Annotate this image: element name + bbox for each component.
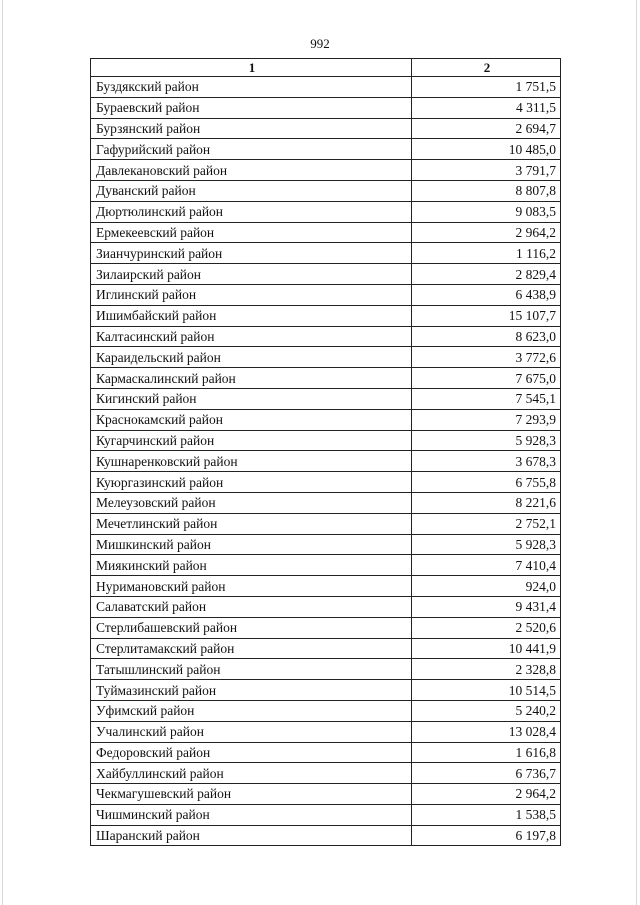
table-row bbox=[91, 617, 561, 638]
table-row bbox=[91, 638, 561, 659]
table-row bbox=[91, 305, 561, 326]
district-name: Уфимский район bbox=[91, 700, 412, 721]
district-name: Дуванский район bbox=[91, 180, 412, 201]
district-name: Кармаскалинский район bbox=[91, 368, 412, 389]
district-value: 5 928,3 bbox=[412, 534, 561, 555]
table-row bbox=[91, 180, 561, 201]
table-row bbox=[91, 160, 561, 181]
district-value: 2 520,6 bbox=[412, 617, 561, 638]
district-name: Гафурийский район bbox=[91, 139, 412, 160]
district-table bbox=[90, 58, 561, 846]
district-name: Давлекановский район bbox=[91, 160, 412, 181]
district-name: Бураевский район bbox=[91, 97, 412, 118]
district-value: 5 928,3 bbox=[412, 430, 561, 451]
table-row bbox=[91, 513, 561, 534]
district-value: 10 514,5 bbox=[412, 680, 561, 701]
column-header-2: 2 bbox=[412, 59, 561, 77]
district-value: 1 616,8 bbox=[412, 742, 561, 763]
table-row bbox=[91, 451, 561, 472]
district-value: 6 755,8 bbox=[412, 472, 561, 493]
table-row bbox=[91, 680, 561, 701]
district-name: Нуримановский район bbox=[91, 576, 412, 597]
table-row bbox=[91, 659, 561, 680]
table-row bbox=[91, 825, 561, 846]
district-value: 3 772,6 bbox=[412, 347, 561, 368]
district-value: 7 293,9 bbox=[412, 409, 561, 430]
table-row bbox=[91, 388, 561, 409]
district-name: Шаранский район bbox=[91, 825, 412, 846]
district-value: 10 485,0 bbox=[412, 139, 561, 160]
district-name: Салаватский район bbox=[91, 596, 412, 617]
district-value: 8 807,8 bbox=[412, 180, 561, 201]
table-row bbox=[91, 326, 561, 347]
page-number: 992 bbox=[310, 36, 330, 51]
table-row bbox=[91, 784, 561, 805]
district-name: Зилаирский район bbox=[91, 264, 412, 285]
district-value: 3 678,3 bbox=[412, 451, 561, 472]
table-row bbox=[91, 576, 561, 597]
district-name: Хайбуллинский район bbox=[91, 763, 412, 784]
district-name: Федоровский район bbox=[91, 742, 412, 763]
table-row bbox=[91, 77, 561, 98]
table-row bbox=[91, 284, 561, 305]
district-name: Туймазинский район bbox=[91, 680, 412, 701]
table-row bbox=[91, 201, 561, 222]
table-row bbox=[91, 368, 561, 389]
district-value: 2 328,8 bbox=[412, 659, 561, 680]
district-value: 4 311,5 bbox=[412, 97, 561, 118]
district-value: 6 438,9 bbox=[412, 284, 561, 305]
district-value: 924,0 bbox=[412, 576, 561, 597]
district-value: 8 623,0 bbox=[412, 326, 561, 347]
district-name: Дюртюлинский район bbox=[91, 201, 412, 222]
district-name: Калтасинский район bbox=[91, 326, 412, 347]
table-row bbox=[91, 97, 561, 118]
district-name: Мечетлинский район bbox=[91, 513, 412, 534]
table-row bbox=[91, 596, 561, 617]
district-name: Ишимбайский район bbox=[91, 305, 412, 326]
district-value: 10 441,9 bbox=[412, 638, 561, 659]
district-name: Стерлибашевский район bbox=[91, 617, 412, 638]
table-row bbox=[91, 118, 561, 139]
district-value: 15 107,7 bbox=[412, 305, 561, 326]
table-row bbox=[91, 763, 561, 784]
district-name: Кигинский район bbox=[91, 388, 412, 409]
district-value: 1 116,2 bbox=[412, 243, 561, 264]
district-name: Чекмагушевский район bbox=[91, 784, 412, 805]
district-value: 2 752,1 bbox=[412, 513, 561, 534]
district-value: 7 545,1 bbox=[412, 388, 561, 409]
district-name: Чишминский район bbox=[91, 804, 412, 825]
scan-edge-left bbox=[2, 0, 3, 905]
district-name: Буздякский район bbox=[91, 77, 412, 98]
district-name: Караидельский район bbox=[91, 347, 412, 368]
district-name: Татышлинский район bbox=[91, 659, 412, 680]
district-value: 1 751,5 bbox=[412, 77, 561, 98]
district-value: 7 410,4 bbox=[412, 555, 561, 576]
district-value: 6 197,8 bbox=[412, 825, 561, 846]
table-body bbox=[91, 77, 561, 846]
district-name: Миякинский район bbox=[91, 555, 412, 576]
table-row bbox=[91, 243, 561, 264]
district-value: 5 240,2 bbox=[412, 700, 561, 721]
district-name: Мишкинский район bbox=[91, 534, 412, 555]
district-value: 7 675,0 bbox=[412, 368, 561, 389]
district-value: 2 964,2 bbox=[412, 784, 561, 805]
district-value: 3 791,7 bbox=[412, 160, 561, 181]
table-row bbox=[91, 534, 561, 555]
district-name: Куюргазинский район bbox=[91, 472, 412, 493]
scan-edge-right bbox=[636, 0, 637, 905]
district-name: Кугарчинский район bbox=[91, 430, 412, 451]
table-row bbox=[91, 700, 561, 721]
district-name: Краснокамский район bbox=[91, 409, 412, 430]
table-row bbox=[91, 139, 561, 160]
district-name: Стерлитамакский район bbox=[91, 638, 412, 659]
table-row bbox=[91, 472, 561, 493]
district-value: 9 431,4 bbox=[412, 596, 561, 617]
column-header-1: 1 bbox=[91, 59, 412, 77]
table-row bbox=[91, 721, 561, 742]
table-header-row bbox=[91, 59, 561, 77]
table-row bbox=[91, 409, 561, 430]
table-row bbox=[91, 492, 561, 513]
district-value: 2 694,7 bbox=[412, 118, 561, 139]
district-value: 2 829,4 bbox=[412, 264, 561, 285]
table-row bbox=[91, 430, 561, 451]
table-row bbox=[91, 347, 561, 368]
district-name: Ермекеевский район bbox=[91, 222, 412, 243]
district-value: 8 221,6 bbox=[412, 492, 561, 513]
district-name: Учалинский район bbox=[91, 721, 412, 742]
district-value: 2 964,2 bbox=[412, 222, 561, 243]
district-name: Мелеузовский район bbox=[91, 492, 412, 513]
table-row bbox=[91, 742, 561, 763]
table-row bbox=[91, 804, 561, 825]
district-name: Бурзянский район bbox=[91, 118, 412, 139]
district-value: 13 028,4 bbox=[412, 721, 561, 742]
district-value: 6 736,7 bbox=[412, 763, 561, 784]
table-row bbox=[91, 264, 561, 285]
table-row bbox=[91, 555, 561, 576]
district-name: Иглинский район bbox=[91, 284, 412, 305]
table-row bbox=[91, 222, 561, 243]
district-name: Кушнаренковский район bbox=[91, 451, 412, 472]
district-value: 9 083,5 bbox=[412, 201, 561, 222]
district-name: Зианчуринский район bbox=[91, 243, 412, 264]
district-value: 1 538,5 bbox=[412, 804, 561, 825]
